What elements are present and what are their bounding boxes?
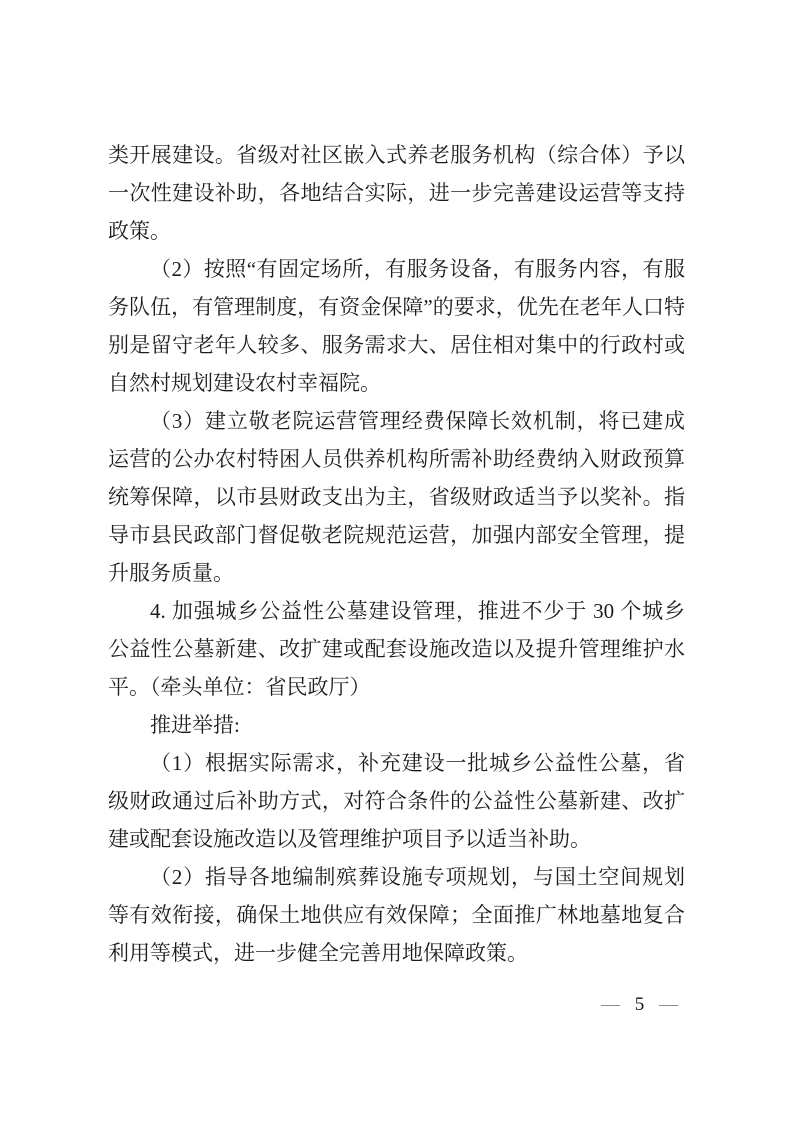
paragraph-measure-1: （1）根据实际需求，补充建设一批城乡公益性公墓，省级财政通过后补助方式，对符合条件的公益性公墓新建、改扩建或配套设施改造以及管理维护项目予以适当补助。 <box>108 751 685 851</box>
paragraph-task-4: 4. 加强城乡公益性公墓建设管理，推进不少于 30 个城乡公益性公墓新建、改扩建或配套设施改造以及提升管理维护水平。（牵头单位：省民政厅） <box>108 599 685 699</box>
page-number-dash-left: — <box>601 994 621 1015</box>
paragraph-item-2: （2）按照“有固定场所，有服务设备，有服务内容，有服务队伍，有管理制度，有资金保障”的要求，优先在老年人口特别是留守老年人较多、服务需求大、居住相对集中的行政村或自然村规划建设农村幸福院。 <box>108 257 685 395</box>
page-number-value: 5 <box>634 994 646 1015</box>
paragraph-measures-heading: 推进举措: <box>150 713 240 737</box>
document-body <box>108 136 685 972</box>
paragraph-item-3: （3）建立敬老院运营管理经费保障长效机制，将已建成运营的公办农村特困人员供养机构所需补助经费纳入财政预算统筹保障，以市县财政支出为主，省级财政适当予以奖补。指导市县民政部门督促敬老院规范运营，加强内部安全管理，提升服务质量。 <box>108 409 685 585</box>
paragraph-measure-2: （2）指导各地编制殡葬设施专项规划，与国土空间规划等有效衔接，确保土地供应有效保障；全面推广林地墓地复合利用等模式，进一步健全完善用地保障政策。 <box>108 865 685 965</box>
page-number-dash-right: — <box>659 994 679 1015</box>
paragraph-continued: 类开展建设。省级对社区嵌入式养老服务机构（综合体）予以一次性建设补助，各地结合实际，进一步完善建设运营等支持政策。 <box>108 143 685 243</box>
page-number <box>599 994 681 1016</box>
